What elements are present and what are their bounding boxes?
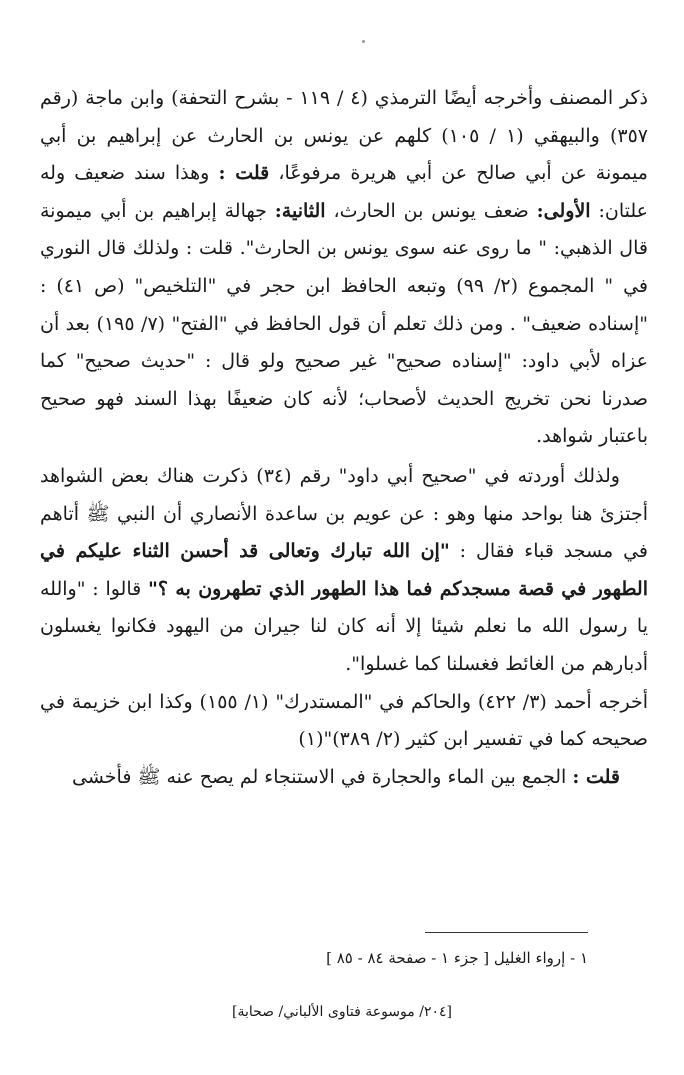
page-footer [0, 1002, 684, 1022]
bold-qult: قلت : [572, 765, 620, 788]
scan-dot-mark [362, 40, 365, 43]
main-text [40, 80, 648, 796]
text-run: ضعف يونس بن الحارث، [325, 199, 537, 222]
bold-first-defect: الأولى: [536, 199, 591, 222]
text-run: وهذا سند ضعيف وله علتان: [40, 162, 648, 222]
paragraph-shawahid [40, 458, 648, 684]
footnote: ١ - إرواء الغليل [ جزء ١ - صفحة ٨٤ - ٨٥ ] [326, 949, 588, 967]
text-run: قالوا : "والله يا رسول الله ما نعلم شيئا إلا أنه كان لنا جيران من اليهود فكانوا يغسلون أدبارهم من الغائط فغسلنا كما غسلوا". [40, 577, 648, 675]
paragraph-takhrij [40, 80, 648, 456]
text-run: ذكر المصنف وأخرجه أيضًا الترمذي (٤ / ١١٩ - بشرح التحفة) وابن ماجة (رقم ٣٥٧) والبيهقي (١ / ١٠٥) كلهم عن يونس بن الحارث عن إبراهيم بن أبي ميمونة عن أبي صالح عن أبي هريرة مرفوعًا، [40, 87, 648, 185]
text-run: جهالة إبراهيم بن أبي ميمونة قال الذهبي: " ما روى عنه سوى يونس بن الحارث". قلت : ولذلك قال النوري في " المجموع (٢/ ٩٩) وتبعه الحافظ ابن حجر في "التلخيص" (ص ٤١) : "إسناده ضعيف" . ومن ذلك تعلم أن قول الحافظ في "الفتح" (٧/ ١٩٥) بعد أن عزاه لأبي داود: "إسناده صحيح" غير صحيح ولو قال : "حديث صحيح" كما صدرنا نحن تخريج الحديث لأصحاب؛ لأنه كان ضعيفًا بهذا السند فهو صحيح باعتبار شواهد. [40, 199, 648, 448]
text-run: أخرجه أحمد (٣/ ٤٢٢) والحاكم في "المستدرك" (١/ ١٥٥) وكذا ابن خزيمة في صحيحه كما في تفسير ابن كثير (٢/ ٣٨٩)" [40, 690, 648, 751]
bold-hadith-quote: "إن الله تبارك وتعالى قد أحسن الثناء عليكم في الطهور في قصة مسجدكم فما هذا الطهور الذي تطهرون به ؟" [40, 540, 649, 600]
footer-source: [٢٠٤/ موسوعة فتاوى الألباني/ صحابة] [232, 1004, 452, 1020]
paragraph-conclusion [40, 759, 648, 797]
bold-qult: قلت : [218, 162, 270, 185]
paragraph-ikhraj [40, 684, 648, 759]
footnote-divider [425, 932, 588, 933]
text-run: ولذلك أوردته في "صحيح أبي داود" رقم (٣٤) ذكرت هناك بعض الشواهد أجتزئ هنا بواحد منها وهو : عن عويم بن ساعدة الأنصاري أن النبي ﷺ أتاهم في مسجد قباء فقال : [40, 464, 648, 563]
bold-second-defect: الثانية: [274, 199, 326, 222]
text-run: الجمع بين الماء والحجارة في الاستنجاء لم يصح عنه ﷺ فأخشى [72, 765, 573, 788]
footnote-reference: (١) [298, 728, 324, 751]
